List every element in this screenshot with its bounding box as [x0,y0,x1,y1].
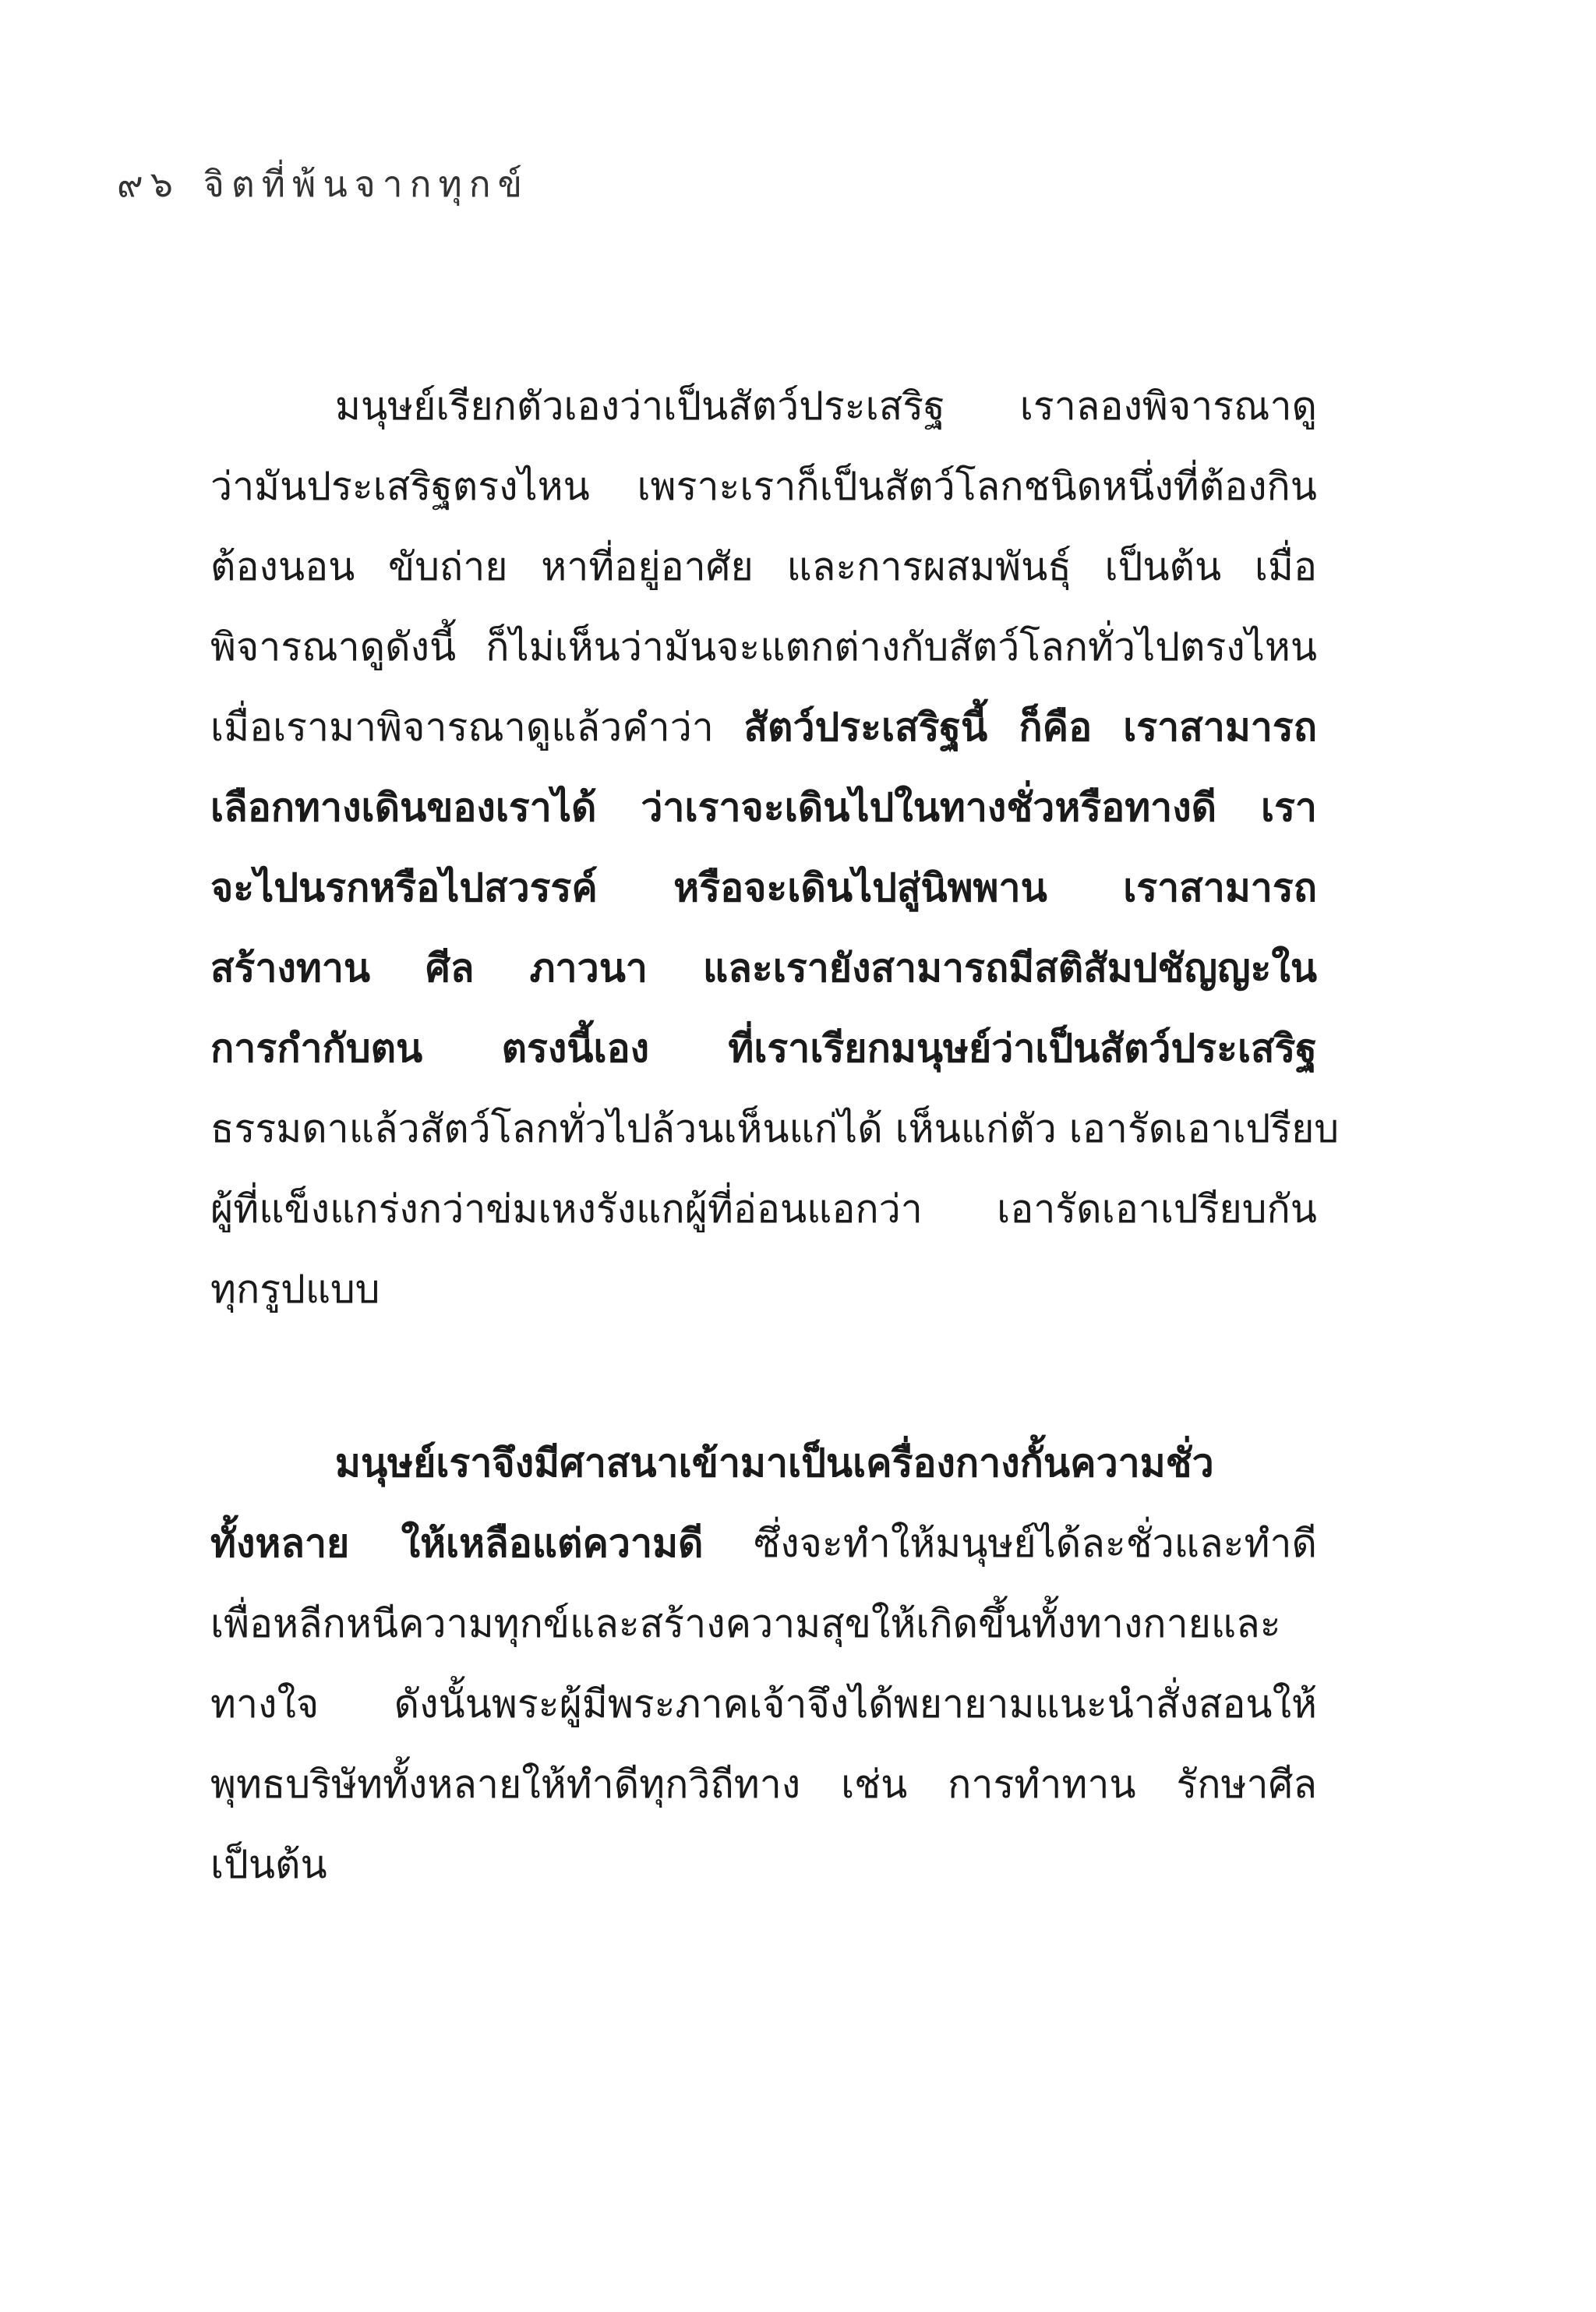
text-run: เมื่อเรามาพิจารณาดูแล้วคำว่า [210,705,744,750]
text-line [210,1423,1317,1504]
text-line [210,928,1317,1009]
text-line [210,1664,1317,1745]
text-run: ทุกรูปแบบ [210,1267,380,1312]
emphasized-text: จะไปนรกหรือไปสวรรค์ หรือจะเดินไปสู่นิพพาน เราสามารถ [210,865,1317,910]
paragraph-1 [210,366,1340,1330]
text-line [210,1584,1317,1664]
paragraph-spacer [210,1330,1317,1423]
emphasized-text: สร้างทาน ศีล ภาวนา และเรายังสามารถมีสติสัมปชัญญะใน [210,946,1317,991]
text-line [210,1745,1317,1825]
text-run: พิจารณาดูดังนี้ ก็ไม่เห็นว่ามันจะแตกต่างกับสัตว์โลกทั่วไปตรงไหน [210,624,1317,670]
book-title: จิตที่พ้นจากทุกข์ [203,163,530,205]
text-run: ธรรมดาแล้วสัตว์โลกทั่วไปล้วนเห็นแก่ได้ เห็นแก่ตัว เอารัดเอาเปรียบ [210,1106,1340,1151]
text-line [210,1504,1317,1584]
paragraph-2 [210,1423,1317,1905]
text-line [210,1250,1317,1330]
text-line [210,447,1317,527]
emphasized-text: เลือกทางเดินของเราได้ ว่าเราจะเดินไปในทางชั่วหรือทางดี เรา [210,785,1317,830]
text-line [210,607,1317,688]
running-header [117,156,529,213]
emphasized-text: สัตว์ประเสริฐนี้ ก็คือ เราสามารถ [743,705,1317,750]
text-run: เพื่อหลีกหนีความทุกข์และสร้างความสุขให้เกิดขึ้นทั้งทางกายและ [210,1601,1281,1646]
emphasized-text: มนุษย์เราจึงมีศาสนาเข้ามาเป็นเครื่องกางกั้นความชั่ว [335,1441,1214,1486]
text-line [210,527,1317,607]
text-line [210,1825,1317,1905]
text-run: ผู้ที่แข็งแกร่งกว่าข่มเหงรังแกผู้ที่อ่อนแอกว่า เอารัดเอาเปรียบกัน [210,1186,1317,1232]
text-run: ต้องนอน ขับถ่าย หาที่อยู่อาศัย และการผสมพันธุ์ เป็นต้น เมื่อ [210,544,1317,589]
emphasized-text: ทั้งหลาย ให้เหลือแต่ความดี [210,1521,704,1566]
text-run: พุทธบริษัททั้งหลายให้ทำดีทุกวิถีทาง เช่น การทำทาน รักษาศีล [210,1762,1317,1807]
text-line [210,1009,1317,1089]
text-run: ว่ามันประเสริฐตรงไหน เพราะเราก็เป็นสัตว์โลกชนิดหนึ่งที่ต้องกิน [210,464,1317,509]
text-line [210,768,1317,848]
text-run: ทางใจ ดังนั้นพระผู้มีพระภาคเจ้าจึงได้พยายามแนะนำสั่งสอนให้ [210,1681,1317,1727]
page-number: ๙๖ [117,163,180,205]
body-text [210,366,1340,1905]
text-line [210,688,1317,768]
text-run: ซึ่งจะทำให้มนุษย์ได้ละชั่วและทำดี [703,1521,1317,1566]
text-run: เป็นต้น [210,1842,327,1887]
emphasized-text: การกำกับตน ตรงนี้เอง ที่เราเรียกมนุษย์ว่าเป็นสัตว์ประเสริฐ [210,1026,1317,1071]
text-line [210,848,1317,928]
text-line [210,1169,1317,1250]
text-line [210,366,1317,447]
text-run: มนุษย์เรียกตัวเองว่าเป็นสัตว์ประเสริฐ เราลองพิจารณาดู [335,384,1317,429]
text-line [210,1089,1340,1169]
